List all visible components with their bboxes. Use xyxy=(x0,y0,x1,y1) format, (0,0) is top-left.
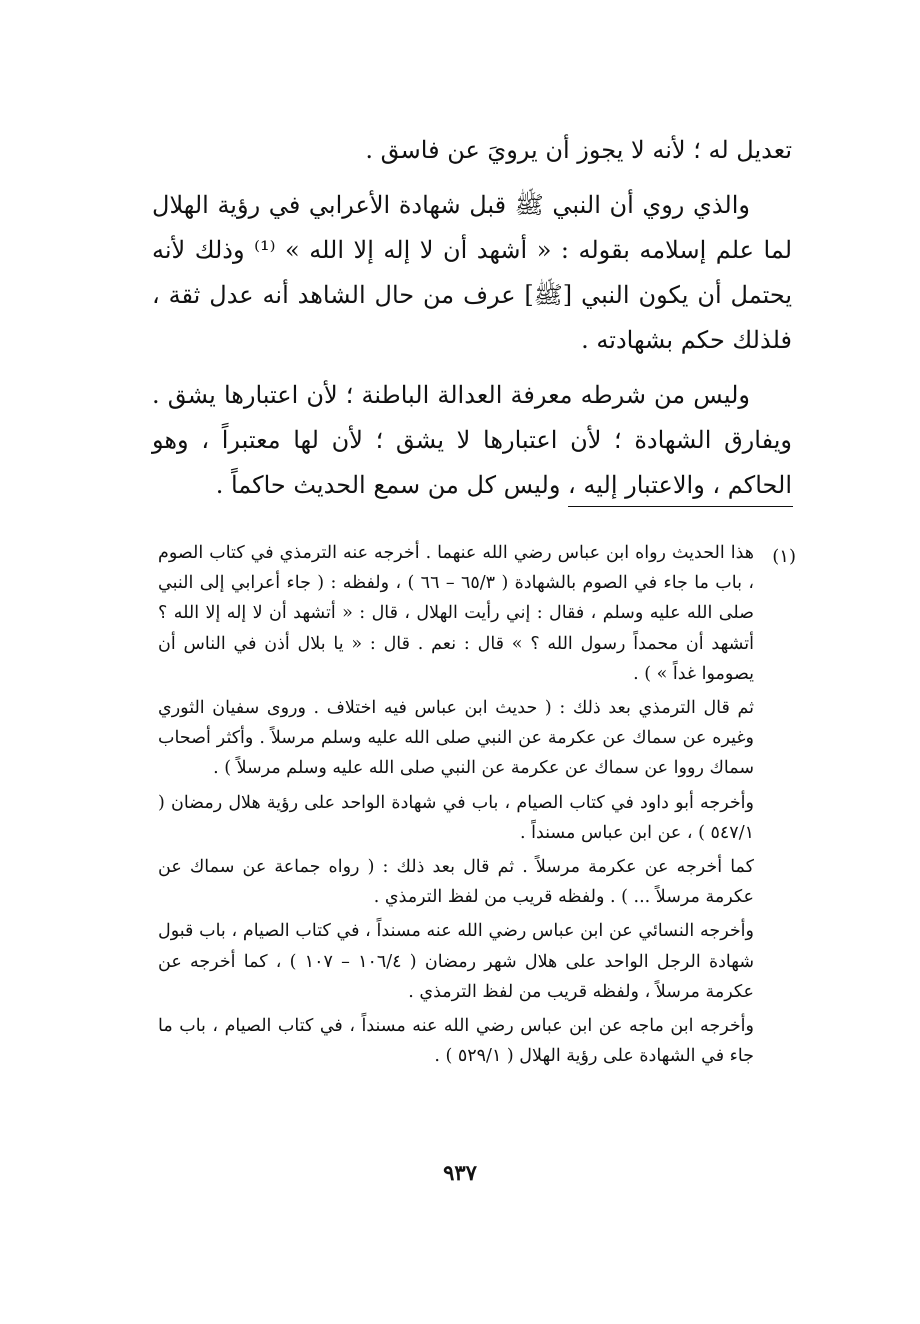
footnote-paragraph-5: وأخرجه النسائي عن ابن عباس رضي الله عنه مسنداً ، في كتاب الصيام ، باب قبول شهادة الرجل الواحد على هلال شهر رمضان ( ١٠٦/٤ – ١٠٧ ) ، كما أخرجه عن عكرمة مرسلاً ، ولفظه قريب من لفظ الترمذي . xyxy=(158,921,754,1002)
footnote-divider xyxy=(568,506,793,507)
footnote-text xyxy=(158,538,754,1075)
main-paragraph-3: وليس من شرطه معرفة العدالة الباطنة ؛ لأن اعتبارها يشق . ويفارق الشهادة ؛ لأن اعتبارها لا يشق ؛ لأن لها معتبراً ، وهو الحاكم ، والاعتبار إليه ، وليس كل من سمع الحديث حاكماً . xyxy=(152,381,792,499)
footnote-paragraph-3: وأخرجه أبو داود في كتاب الصيام ، باب في شهادة الواحد على رؤية هلال رمضان ( ٥٤٧/١ ) ، عن ابن عباس مسنداً . xyxy=(158,792,754,843)
main-paragraph-1: تعديل له ؛ لأنه لا يجوز أن يرويَ عن فاسق . xyxy=(365,136,792,164)
footnote-paragraph-6: وأخرجه ابن ماجه عن ابن عباس رضي الله عنه مسنداً ، في كتاب الصيام ، باب ما جاء في الشهادة على رؤية الهلال ( ٥٢٩/١ ) . xyxy=(158,1016,754,1067)
footnote-number: (١) xyxy=(772,546,796,567)
footnote-paragraph-1: هذا الحديث رواه ابن عباس رضي الله عنهما . أخرجه عنه الترمذي في كتاب الصوم ، باب ما جاء في الصوم بالشهادة ( ٦٥/٣ – ٦٦ ) ، ولفظه : ( جاء أعرابي إلى النبي صلى الله عليه وسلم ، فقال : إني رأيت الهلال ، قال : « أتشهد أن لا إله إلا الله ؟ أتشهد أن محمداً رسول الله ؟ » قال : نعم . قال : « يا بلال أذن في الناس أن يصوموا غداً » ) . xyxy=(158,543,754,684)
page-number: ٩٣٧ xyxy=(443,1160,477,1185)
main-text xyxy=(152,128,792,518)
main-paragraph-2: والذي روي أن النبي ﷺ قبل شهادة الأعرابي في رؤية الهلال لما علم إسلامه بقوله : « أشهد أن لا إله إلا الله » ⁽¹⁾ وذلك لأنه يحتمل أن يكون النبي [ﷺ] عرف من حال الشاهد أنه عدل ثقة ، فلذلك حكم بشهادته . xyxy=(152,191,793,354)
footnote-paragraph-4: كما أخرجه عن عكرمة مرسلاً . ثم قال بعد ذلك : ( رواه جماعة عن سماك عن عكرمة مرسلاً ... ) . ولفظه قريب من لفظ الترمذي . xyxy=(158,857,754,908)
footnote-paragraph-2: ثم قال الترمذي بعد ذلك : ( حديث ابن عباس فيه اختلاف . وروى سفيان الثوري وغيره عن سماك عن عكرمة عن النبي صلى الله عليه وسلم مرسلاً . وأكثر أصحاب سماك رووا عن سماك عن عكرمة عن النبي صلى الله عليه وسلم مرسلاً ) . xyxy=(158,698,754,779)
